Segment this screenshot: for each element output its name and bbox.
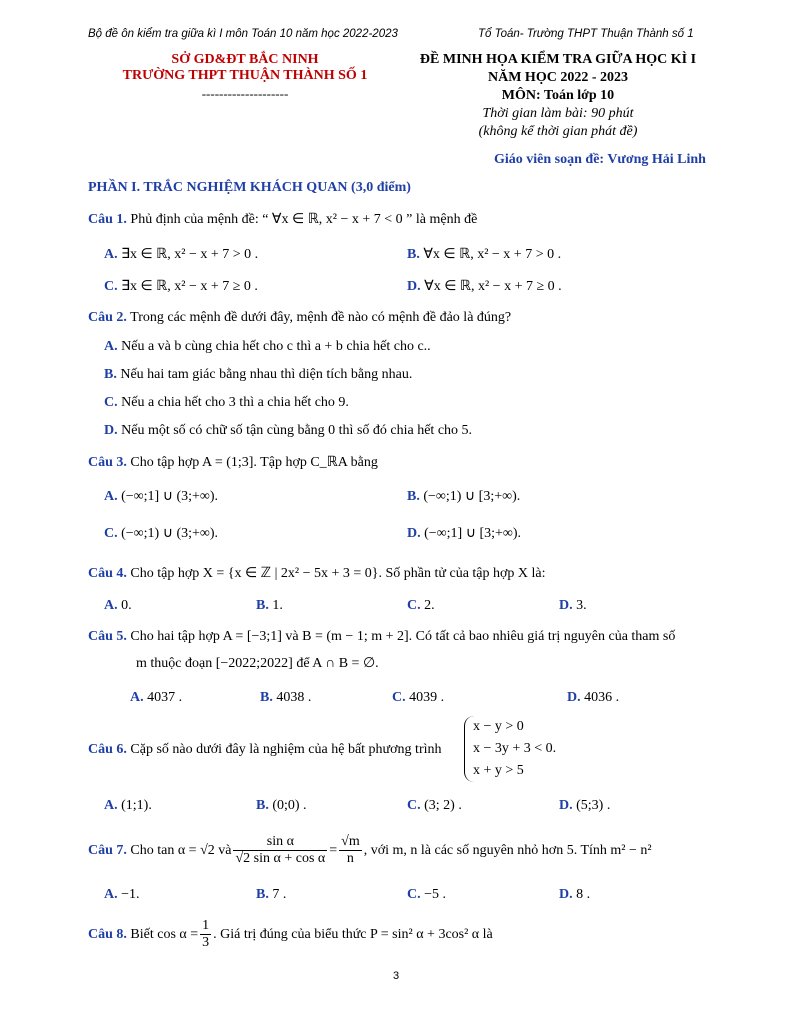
equals-sign: = [329, 842, 338, 858]
q1-option-c: ∃x ∈ ℝ, x² − x + 7 ≥ 0 . [121, 279, 258, 294]
option-letter: D. [559, 798, 573, 813]
q4-option-b: 1. [272, 598, 283, 613]
question-5-line2: m thuộc đoạn [−2022;2022] để A ∩ B = ∅. [136, 656, 379, 671]
fraction-numerator: sin α [233, 834, 327, 851]
q3-option-d: (−∞;1] ∪ [3;+∞). [424, 526, 522, 541]
fraction [200, 918, 211, 951]
q2-option-d: Nếu một số có chữ số tận cùng bằng 0 thì số đó chia hết cho 5. [121, 423, 473, 438]
question-text: Cho tan α = √2 và [130, 842, 232, 858]
option-letter: D. [104, 423, 118, 438]
exam-title: ĐỀ MINH HỌA KIỂM TRA GIỮA HỌC KÌ I [419, 52, 697, 67]
fraction-denominator: n [346, 851, 354, 866]
running-header-right: Tổ Toán- Trường THPT Thuận Thành số 1 [478, 28, 694, 40]
option-letter: D. [407, 526, 421, 541]
question-text: Cho hai tập hợp A = [−3;1] và B = (m − 1; m + 2]. Có tất cả bao nhiêu giá trị nguyên của tham số [130, 629, 676, 644]
fraction-denominator: √2 sin α + cos α [235, 851, 326, 866]
exam-time: Thời gian làm bài: 90 phút [482, 106, 634, 121]
fraction-numerator: 1 [202, 918, 210, 933]
q5-option-a: 4037 . [147, 690, 183, 705]
q6-option-b: (0;0) . [272, 798, 307, 813]
question-3 [88, 454, 378, 471]
question-text: Biết cos α = [130, 926, 199, 942]
option-letter: C. [407, 798, 421, 813]
q1-option-d: ∀x ∈ ℝ, x² − x + 7 ≥ 0 . [424, 279, 562, 294]
q6-option-a: (1;1). [121, 798, 152, 813]
q2-option-a: Nếu a và b cùng chia hết cho c thì a + b chia hết cho c.. [121, 339, 431, 354]
exam-teacher: Giáo viên soạn đề: Vương Hải Linh [494, 152, 706, 167]
q7-option-b: 7 . [272, 887, 287, 902]
question-label: Câu 6. [88, 742, 127, 757]
q4-option-c: 2. [424, 598, 435, 613]
q5-option-c: 4039 . [409, 690, 445, 705]
q6-option-d: (5;3) . [576, 798, 611, 813]
question-7 [88, 834, 652, 867]
question-label: Câu 1. [88, 212, 127, 227]
q5-option-d: 4036 . [584, 690, 620, 705]
school-name: TRƯỜNG THPT THUẬN THÀNH SỐ 1 [122, 68, 368, 83]
exam-subject: MÔN: Toán lớp 10 [501, 88, 615, 103]
fraction-numerator: √m [341, 834, 360, 849]
q4-option-d: 3. [576, 598, 587, 613]
exam-year: NĂM HỌC 2022 - 2023 [488, 70, 628, 85]
option-letter: A. [104, 489, 118, 504]
fraction-denominator: 3 [202, 935, 210, 950]
question-text: Cho tập hợp A = (1;3]. Tập hợp C_ℝA bằng [130, 455, 378, 470]
option-letter: B. [407, 247, 420, 262]
q7-option-c: −5 . [424, 887, 447, 902]
inequality-2: x − 3y + 3 < 0. [473, 741, 557, 756]
question-1 [88, 211, 477, 228]
question-text-cont: , với m, n là các số nguyên nhỏ hơn 5. Tính m² − n² [363, 842, 652, 858]
option-letter: B. [256, 887, 269, 902]
option-letter: B. [256, 598, 269, 613]
question-label: Câu 5. [88, 629, 127, 644]
inequality-system [464, 716, 556, 782]
option-letter: B. [104, 367, 117, 382]
option-letter: B. [407, 489, 420, 504]
question-label: Câu 7. [88, 842, 127, 858]
question-label: Câu 4. [88, 566, 127, 581]
option-letter: C. [407, 887, 421, 902]
page-number: 3 [393, 970, 400, 982]
q3-option-a: (−∞;1] ∪ (3;+∞). [121, 489, 219, 504]
option-letter: A. [130, 690, 144, 705]
option-letter: C. [104, 395, 118, 410]
dept-name: SỞ GD&ĐT BẮC NINH [171, 52, 319, 67]
question-6 [88, 742, 442, 758]
q1-option-a: ∃x ∈ ℝ, x² − x + 7 > 0 . [121, 247, 259, 262]
q6-option-c: (3; 2) . [424, 798, 462, 813]
question-5 [88, 629, 675, 645]
option-letter: D. [407, 279, 421, 294]
inequality-3: x + y > 5 [473, 763, 524, 778]
option-letter: B. [256, 798, 269, 813]
option-letter: A. [104, 798, 118, 813]
inequality-1: x − y > 0 [473, 719, 524, 734]
option-letter: C. [104, 526, 118, 541]
question-2 [88, 310, 511, 326]
option-letter: D. [567, 690, 581, 705]
option-letter: A. [104, 598, 118, 613]
question-label: Câu 2. [88, 310, 127, 325]
running-header-left: Bộ đề ôn kiểm tra giữa kì I môn Toán 10 năm học 2022-2023 [88, 28, 398, 40]
q7-option-a: −1. [121, 887, 140, 902]
q1-option-b: ∀x ∈ ℝ, x² − x + 7 > 0 . [423, 247, 562, 262]
option-letter: B. [260, 690, 273, 705]
fraction [339, 834, 362, 867]
question-8 [88, 918, 493, 951]
question-text-cont: . Giá trị đúng của biểu thức P = sin² α + 3cos² α là [213, 926, 493, 942]
option-letter: A. [104, 887, 118, 902]
fraction [233, 834, 327, 867]
option-letter: A. [104, 339, 118, 354]
q3-option-c: (−∞;1) ∪ (3;+∞). [121, 526, 219, 541]
option-letter: D. [559, 598, 573, 613]
q4-option-a: 0. [121, 598, 132, 613]
q5-option-b: 4038 . [276, 690, 312, 705]
option-letter: C. [104, 279, 118, 294]
question-label: Câu 8. [88, 926, 127, 942]
question-label: Câu 3. [88, 455, 127, 470]
question-text: Trong các mệnh đề dưới đây, mệnh đề nào có mệnh đề đảo là đúng? [130, 310, 512, 325]
section-title: PHẦN I. TRẮC NGHIỆM KHÁCH QUAN (3,0 điểm) [88, 180, 411, 195]
option-letter: A. [104, 247, 118, 262]
exam-note: (không kể thời gian phát đề) [478, 124, 638, 139]
question-text: Cho tập hợp X = {x ∈ ℤ | 2x² − 5x + 3 = 0}. Số phần tử của tập hợp X là: [130, 566, 546, 581]
q3-option-b: (−∞;1) ∪ [3;+∞). [423, 489, 521, 504]
question-4 [88, 565, 546, 582]
question-text: Cặp số nào dưới đây là nghiệm của hệ bất phương trình [130, 742, 442, 757]
option-letter: C. [392, 690, 406, 705]
option-letter: D. [559, 887, 573, 902]
q2-option-c: Nếu a chia hết cho 3 thì a chia hết cho 9. [121, 395, 349, 410]
option-letter: C. [407, 598, 421, 613]
question-text: Phủ định của mệnh đề: “ ∀x ∈ ℝ, x² − x + 7 < 0 ” là mệnh đề [130, 212, 478, 227]
q2-option-b: Nếu hai tam giác bằng nhau thì diện tích bằng nhau. [120, 367, 413, 382]
school-divider: -------------------- [201, 86, 289, 101]
q7-option-d: 8 . [576, 887, 591, 902]
